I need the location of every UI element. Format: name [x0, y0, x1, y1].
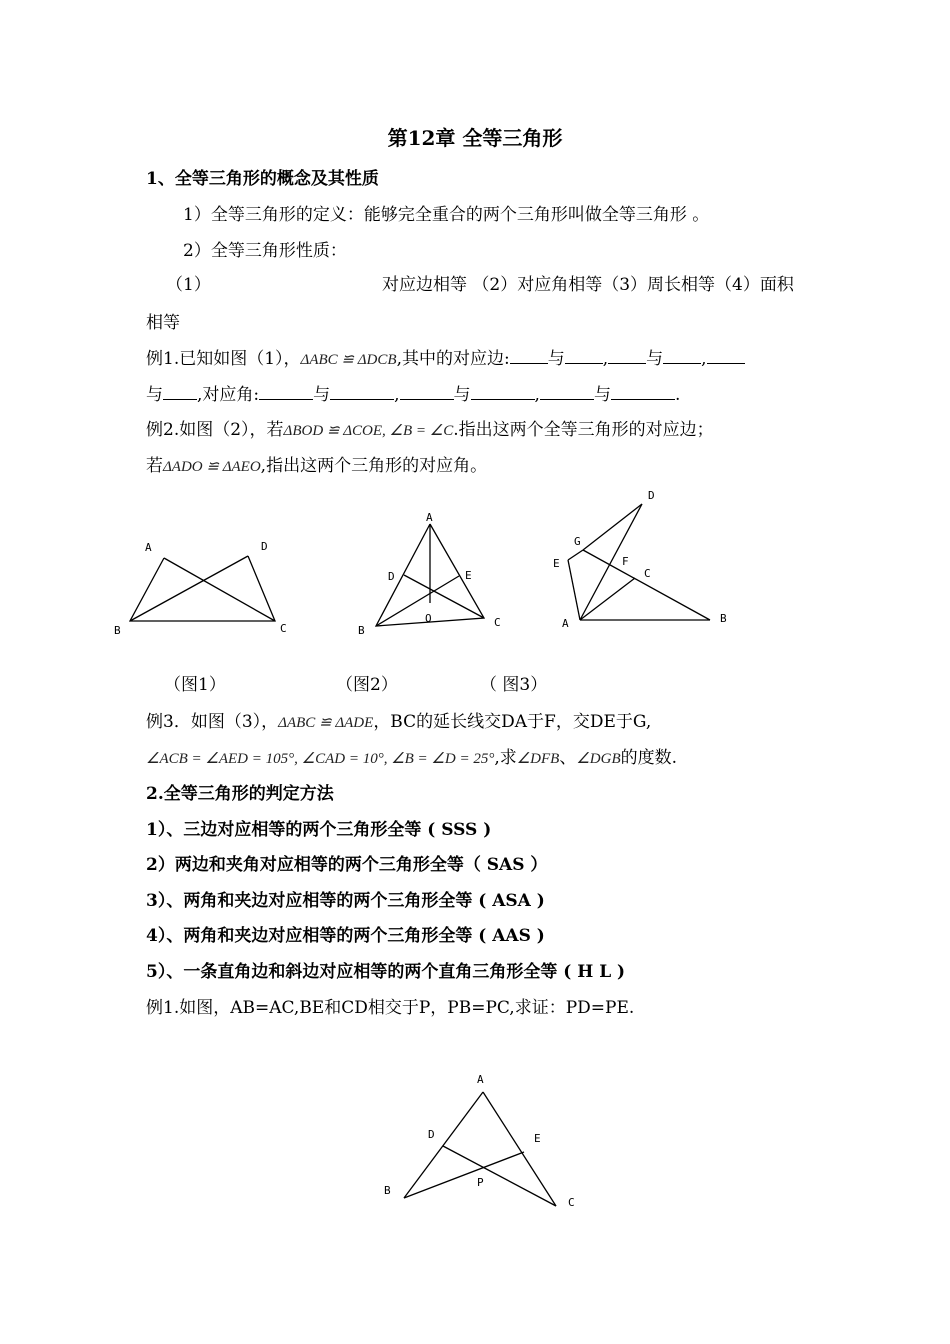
comma: , [602, 349, 609, 369]
example2-condition: ΔBOD ≌ ΔCOE, ∠B = ∠C [283, 423, 454, 439]
fig1-diagonal-ac [164, 558, 275, 621]
fig3-label: D [648, 489, 655, 502]
fig3-segment-gb [583, 550, 710, 620]
figure-caption: （ 图3） [480, 675, 548, 695]
fig1-label: D [261, 540, 268, 553]
angle-dgb: ∠DGB [576, 751, 621, 767]
angle-dfb: ∠DFB [516, 751, 560, 767]
fig4-label: P [477, 1176, 484, 1189]
fig4-segment-ac [483, 1092, 556, 1206]
fig3-segment-ad [580, 504, 642, 620]
figure-4 [384, 1073, 575, 1209]
example1-sides-label: ,其中的对应边: [396, 349, 510, 369]
example3-line2 [146, 743, 677, 768]
fig3-segment-ea [568, 560, 580, 620]
example2-intro: 例2.如图（2），若 [146, 420, 284, 440]
word-yu: 与 [313, 385, 331, 405]
property-text: 对应边相等 （2）对应角相等（3）周长相等（4）面积 [382, 275, 794, 295]
fig2-label: A [426, 511, 433, 524]
example3-text: ，BC的延长线交DA于F，交DE于G, [373, 712, 652, 732]
fig3-segment-dg [583, 504, 642, 550]
figure-1 [114, 540, 287, 637]
figure-3 [553, 489, 727, 630]
example3-angles: ∠ACB = ∠AED = 105°, ∠CAD = 10°, ∠B = ∠D = 25° [146, 751, 495, 767]
section1-heading: 1、全等三角形的概念及其性质 [146, 169, 379, 189]
fig3-segment-ge [568, 550, 583, 560]
fig3-segment-ac [580, 578, 635, 620]
definition-text: 1）全等三角形的定义：能够完全重合的两个三角形叫做全等三角形 。 [183, 205, 710, 225]
property-heading: 2）全等三角形性质： [183, 241, 347, 261]
fig4-segment-eb [404, 1152, 524, 1198]
example3-congruence: ΔABC ≌ ΔADE [278, 715, 374, 731]
separator: 、 [559, 748, 577, 768]
fig3-label: E [553, 557, 560, 570]
example3-intro: 例3．如图（3）， [146, 712, 279, 732]
period: . [674, 385, 681, 405]
criterion-sss: 1）、三边对应相等的两个三角形全等 ( SSS ) [146, 820, 492, 840]
fig4-label: D [428, 1128, 435, 1141]
figure-caption: （图2） [336, 675, 398, 695]
fig1-label: A [145, 541, 152, 554]
fig2-segment-eb [376, 576, 459, 626]
example3-line1 [146, 707, 651, 732]
word-yu: 与 [593, 385, 611, 405]
word-yu: 与 [547, 349, 565, 369]
fig4-label: B [384, 1184, 391, 1197]
fig3-label: F [622, 555, 629, 568]
fig1-label: B [114, 624, 121, 637]
criterion-sas: 2）两边和夹角对应相等的两个三角形全等（ SAS ） [146, 855, 548, 875]
word-yu: 与 [453, 385, 471, 405]
criterion-hl: 5）、一条直角边和斜边对应相等的两个直角三角形全等 ( H L ) [146, 962, 626, 982]
fig3-label: C [644, 567, 651, 580]
word-if: 若 [146, 456, 163, 476]
word-find: ,求 [494, 748, 517, 768]
figure-caption: （图1） [164, 675, 226, 695]
example1-angles-label: ,对应角: [197, 385, 260, 405]
fig1-outline [130, 556, 275, 621]
example1-congruence: ΔABC ≌ ΔDCB [300, 352, 397, 368]
fig2-label: B [358, 624, 365, 637]
example2-question2: ,指出这两个三角形的对应角。 [260, 456, 488, 476]
criterion-aas: 4）、两角和夹边对应相等的两个三角形全等 ( AAS ) [146, 926, 545, 946]
fig2-label: E [465, 569, 472, 582]
section2-example: 例1.如图，AB=AC,BE和CD相交于P，PB=PC,求证：PD=PE. [146, 998, 635, 1018]
section2-heading: 2.全等三角形的判定方法 [146, 784, 334, 804]
example3-tail: 的度数. [620, 748, 678, 768]
example2-question: .指出这两个全等三角形的对应边； [453, 420, 714, 440]
property-number: （1） [166, 275, 211, 295]
comma: , [701, 349, 707, 369]
comma: , [394, 385, 400, 405]
fig4-label: A [477, 1073, 484, 1086]
fig3-label: A [562, 617, 569, 630]
example2-congruence: ΔADO ≌ ΔAEO [163, 459, 261, 475]
fig2-label: O [425, 612, 432, 625]
fig4-segment-ab [404, 1092, 483, 1198]
fig3-label: G [574, 535, 581, 548]
comma: , [534, 385, 540, 405]
fig4-label: C [568, 1196, 575, 1209]
fig1-label: C [280, 622, 287, 635]
fig2-label: D [388, 570, 395, 583]
fig2-label: C [494, 616, 501, 629]
word-yu: 与 [146, 385, 163, 405]
fig3-label: B [720, 612, 727, 625]
page-title: 第12章 全等三角形 [387, 126, 563, 150]
figure-2 [358, 511, 501, 637]
criterion-asa: 3）、两角和夹边对应相等的两个三角形全等 ( ASA ) [146, 891, 545, 911]
property-text-cont: 相等 [146, 313, 180, 333]
fig4-label: E [534, 1132, 541, 1145]
word-yu: 与 [646, 349, 664, 369]
example1-intro: 例1.已知如图（1）， [146, 349, 301, 369]
